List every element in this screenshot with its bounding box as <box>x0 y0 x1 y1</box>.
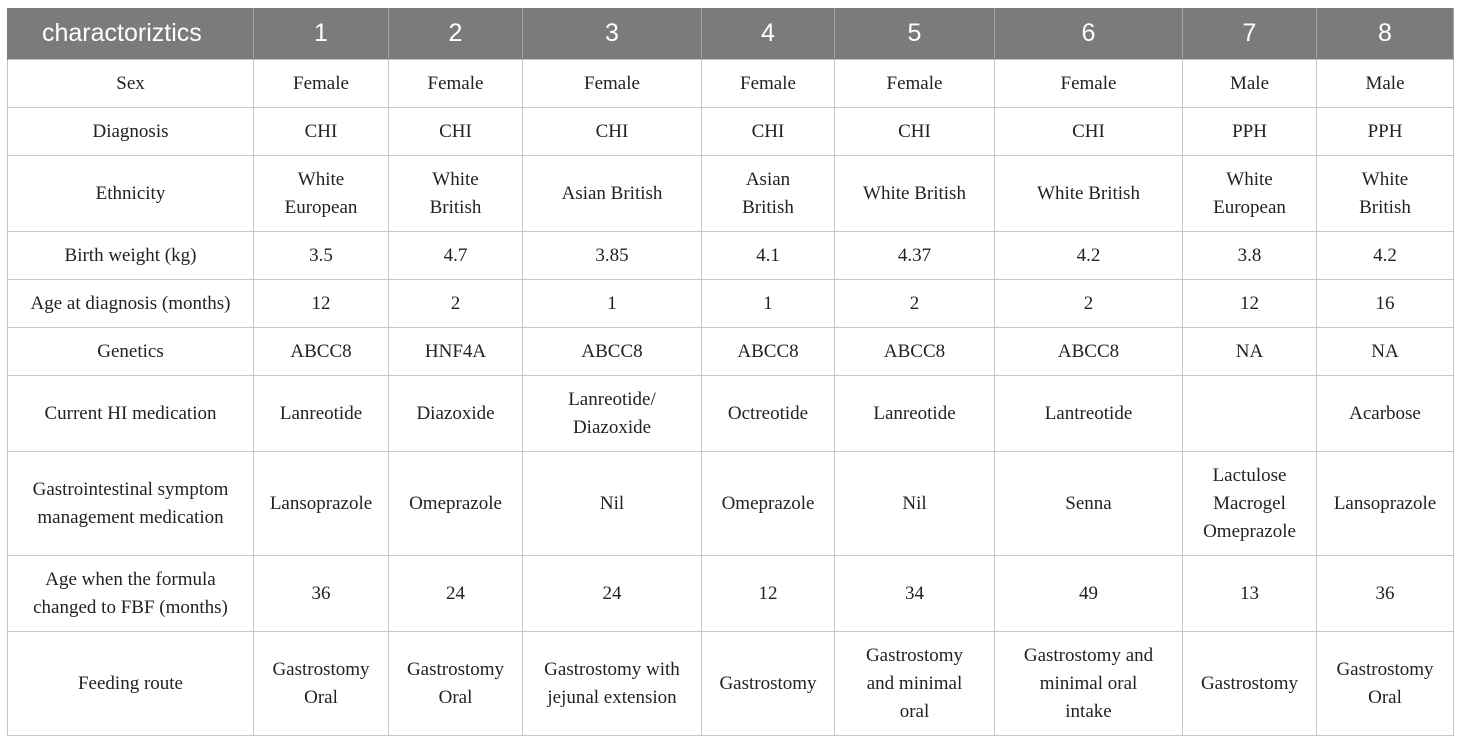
cell-patient-1: 12 <box>254 280 389 328</box>
row-label: Ethnicity <box>8 156 254 232</box>
cell-patient-4: 4.1 <box>702 232 835 280</box>
patient-characteristics-table <box>7 8 1454 736</box>
cell-patient-4: 1 <box>702 280 835 328</box>
cell-patient-5: Lanreotide <box>835 376 995 452</box>
cell-patient-7: 3.8 <box>1183 232 1317 280</box>
cell-patient-1: 3.5 <box>254 232 389 280</box>
row-label: Birth weight (kg) <box>8 232 254 280</box>
cell-patient-4: Omeprazole <box>702 452 835 556</box>
cell-patient-1: Female <box>254 60 389 108</box>
header-characteristics: charactoriztics <box>8 8 254 60</box>
cell-patient-6: 2 <box>995 280 1183 328</box>
cell-patient-8: 16 <box>1317 280 1454 328</box>
cell-patient-3: 24 <box>523 556 702 632</box>
row-label: Diagnosis <box>8 108 254 156</box>
header-patient-5: 5 <box>835 8 995 60</box>
cell-patient-1: Gastrostomy Oral <box>254 632 389 736</box>
cell-patient-6: White British <box>995 156 1183 232</box>
cell-patient-7 <box>1183 376 1317 452</box>
cell-patient-4: Female <box>702 60 835 108</box>
cell-patient-7: White European <box>1183 156 1317 232</box>
header-patient-1: 1 <box>254 8 389 60</box>
cell-patient-6: ABCC8 <box>995 328 1183 376</box>
cell-patient-4: 12 <box>702 556 835 632</box>
cell-patient-6: Female <box>995 60 1183 108</box>
row-label: Current HI medication <box>8 376 254 452</box>
table-row-current-hi-medication <box>8 376 1454 452</box>
cell-patient-5: Gastrostomy and minimal oral <box>835 632 995 736</box>
row-label: Genetics <box>8 328 254 376</box>
cell-patient-2: Diazoxide <box>389 376 523 452</box>
cell-patient-1: White European <box>254 156 389 232</box>
cell-patient-5: Female <box>835 60 995 108</box>
cell-patient-8: 4.2 <box>1317 232 1454 280</box>
header-patient-2: 2 <box>389 8 523 60</box>
cell-patient-3: Asian British <box>523 156 702 232</box>
cell-patient-7: Lactulose Macrogel Omeprazole <box>1183 452 1317 556</box>
cell-patient-1: CHI <box>254 108 389 156</box>
header-patient-8: 8 <box>1317 8 1454 60</box>
table-row-diagnosis <box>8 108 1454 156</box>
cell-patient-8: Lansoprazole <box>1317 452 1454 556</box>
cell-patient-1: 36 <box>254 556 389 632</box>
cell-patient-6: Gastrostomy and minimal oral intake <box>995 632 1183 736</box>
cell-patient-6: Senna <box>995 452 1183 556</box>
cell-patient-6: CHI <box>995 108 1183 156</box>
cell-patient-3: 1 <box>523 280 702 328</box>
table-row-age-at-diagnosis-months <box>8 280 1454 328</box>
cell-patient-2: Gastrostomy Oral <box>389 632 523 736</box>
cell-patient-4: CHI <box>702 108 835 156</box>
table-row-birth-weight-kg <box>8 232 1454 280</box>
cell-patient-2: CHI <box>389 108 523 156</box>
cell-patient-8: Acarbose <box>1317 376 1454 452</box>
cell-patient-3: Lanreotide/ Diazoxide <box>523 376 702 452</box>
cell-patient-3: Nil <box>523 452 702 556</box>
header-row <box>8 8 1454 60</box>
header-patient-3: 3 <box>523 8 702 60</box>
cell-patient-1: Lanreotide <box>254 376 389 452</box>
cell-patient-7: PPH <box>1183 108 1317 156</box>
header-patient-4: 4 <box>702 8 835 60</box>
table-row-age-when-the-formula-changed-to-fbf-months <box>8 556 1454 632</box>
cell-patient-5: White British <box>835 156 995 232</box>
cell-patient-7: 12 <box>1183 280 1317 328</box>
cell-patient-6: Lantreotide <box>995 376 1183 452</box>
table-row-feeding-route <box>8 632 1454 736</box>
cell-patient-8: PPH <box>1317 108 1454 156</box>
cell-patient-7: 13 <box>1183 556 1317 632</box>
cell-patient-2: 4.7 <box>389 232 523 280</box>
cell-patient-3: 3.85 <box>523 232 702 280</box>
row-label: Feeding route <box>8 632 254 736</box>
cell-patient-7: Male <box>1183 60 1317 108</box>
row-label: Sex <box>8 60 254 108</box>
cell-patient-5: CHI <box>835 108 995 156</box>
cell-patient-3: ABCC8 <box>523 328 702 376</box>
cell-patient-8: White British <box>1317 156 1454 232</box>
cell-patient-2: 24 <box>389 556 523 632</box>
cell-patient-8: Male <box>1317 60 1454 108</box>
cell-patient-2: HNF4A <box>389 328 523 376</box>
cell-patient-8: Gastrostomy Oral <box>1317 632 1454 736</box>
header-patient-7: 7 <box>1183 8 1317 60</box>
cell-patient-4: Asian British <box>702 156 835 232</box>
cell-patient-1: ABCC8 <box>254 328 389 376</box>
cell-patient-2: Omeprazole <box>389 452 523 556</box>
row-label: Age at diagnosis (months) <box>8 280 254 328</box>
cell-patient-2: White British <box>389 156 523 232</box>
table-row-ethnicity <box>8 156 1454 232</box>
cell-patient-5: 4.37 <box>835 232 995 280</box>
cell-patient-5: 34 <box>835 556 995 632</box>
cell-patient-2: 2 <box>389 280 523 328</box>
cell-patient-8: NA <box>1317 328 1454 376</box>
table-row-sex <box>8 60 1454 108</box>
cell-patient-5: 2 <box>835 280 995 328</box>
cell-patient-5: ABCC8 <box>835 328 995 376</box>
cell-patient-4: Octreotide <box>702 376 835 452</box>
cell-patient-3: Female <box>523 60 702 108</box>
cell-patient-7: NA <box>1183 328 1317 376</box>
cell-patient-3: Gastrostomy with jejunal extension <box>523 632 702 736</box>
header-patient-6: 6 <box>995 8 1183 60</box>
cell-patient-4: ABCC8 <box>702 328 835 376</box>
cell-patient-2: Female <box>389 60 523 108</box>
table-row-genetics <box>8 328 1454 376</box>
cell-patient-7: Gastrostomy <box>1183 632 1317 736</box>
cell-patient-6: 49 <box>995 556 1183 632</box>
table-row-gastrointestinal-symptom-management-medication <box>8 452 1454 556</box>
row-label: Age when the formula changed to FBF (months) <box>8 556 254 632</box>
cell-patient-5: Nil <box>835 452 995 556</box>
row-label: Gastrointestinal symptom management medication <box>8 452 254 556</box>
cell-patient-8: 36 <box>1317 556 1454 632</box>
cell-patient-1: Lansoprazole <box>254 452 389 556</box>
cell-patient-4: Gastrostomy <box>702 632 835 736</box>
cell-patient-3: CHI <box>523 108 702 156</box>
cell-patient-6: 4.2 <box>995 232 1183 280</box>
